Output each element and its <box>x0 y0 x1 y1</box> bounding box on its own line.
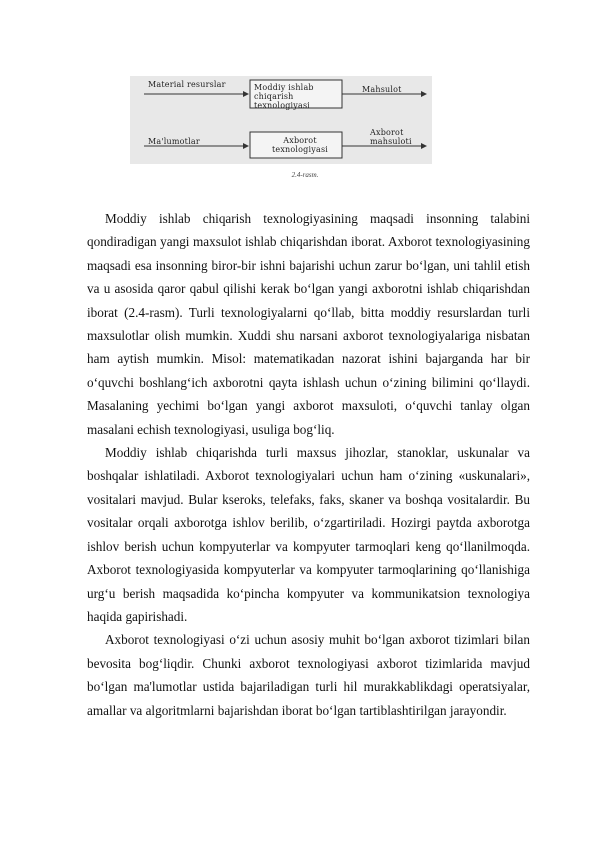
paragraph: Moddiy ishlab chiqarish texnologiyasining maqsadi insonning talabini qondiradigan yangi maxsulot ishlab chiqarishdan iborat. Axborot texnologiyasining maqsadi esa insonning biror-bir ishni bajarishi uchun zarur bo‘lgan, uni tahlil etish va u asosida qaror qabul qilishi kerak bo‘lgan yangi axborotni ishlab chiqarishdan iborat (2.4-rasm). Turli texnologiyalarni qo‘llab, bitta moddiy resurslardan turli maxsulotlar olish mumkin. Xuddi shu narsani axborot texnologiyalariga nisbatan ham aytish mumkin. Misol: matematikadan nazorat ishini bajarganda har bir o‘quvchi boshlang‘ich axborotni qayta ishlash uchun o‘zining bilimini qo‘llaydi. Masalaning yechimi bo‘lgan yangi axborot maxsuloti, o‘quvchi tanlay olgan masalani echish texnologiyasi, usuliga bog‘liq. <box>87 211 530 437</box>
label-output-data: Axborot mahsuloti <box>370 128 412 146</box>
diagram-figure <box>130 76 432 164</box>
body-text <box>87 207 530 722</box>
paragraph: Axborot texnologiyasi o‘zi uchun asosiy muhit bo‘lgan axborot tizimlari bilan bevosita bog‘liqdir. Chunki axborot texnologiyasi axborot tizimlarida mavjud bo‘lgan ma'lumotlar ustida bajariladigan turli hil murakkablikdagi operatsiyalar, amallar va algoritmlarni bajarishdan iborat bo‘lgan tartiblashtirilgan jarayondir. <box>87 632 530 718</box>
label-process-data: Axborot texnologiyasi <box>271 136 329 154</box>
paragraph: Moddiy ishlab chiqarishda turli maxsus jihozlar, stanoklar, uskunalar va boshqalar ishlatiladi. Axborot texnologiyalari uchun ham o‘zining «uskunalari», vositalari mavjud. Bular kseroks, telefaks, faks, skaner va boshqa vositalardir. Bu vositalar orqali axborotga ishlov berilib, o‘zgartiriladi. Hozirgi paytda axborotga ishlov berish uchun kompyuterlar va kompyuter tarmoqlari keng qo‘llanilmoqda. Axborot texnologiyasida kompyuterlar va kompyuter tarmoqlarining qo‘llanishiga urg‘u berish maqsadida ko‘pincha kompyuter va kommunikatsion texnologiya haqida gapirishadi. <box>87 445 530 624</box>
label-input-data: Ma'lumotlar <box>148 137 200 146</box>
figure-caption: 2.4-rasm. <box>291 171 319 179</box>
label-process-material: Moddiy ishlab chiqarish texnologiyasi <box>254 83 314 110</box>
label-input-material: Material resurslar <box>148 80 226 89</box>
label-output-material: Mahsulot <box>362 85 402 94</box>
